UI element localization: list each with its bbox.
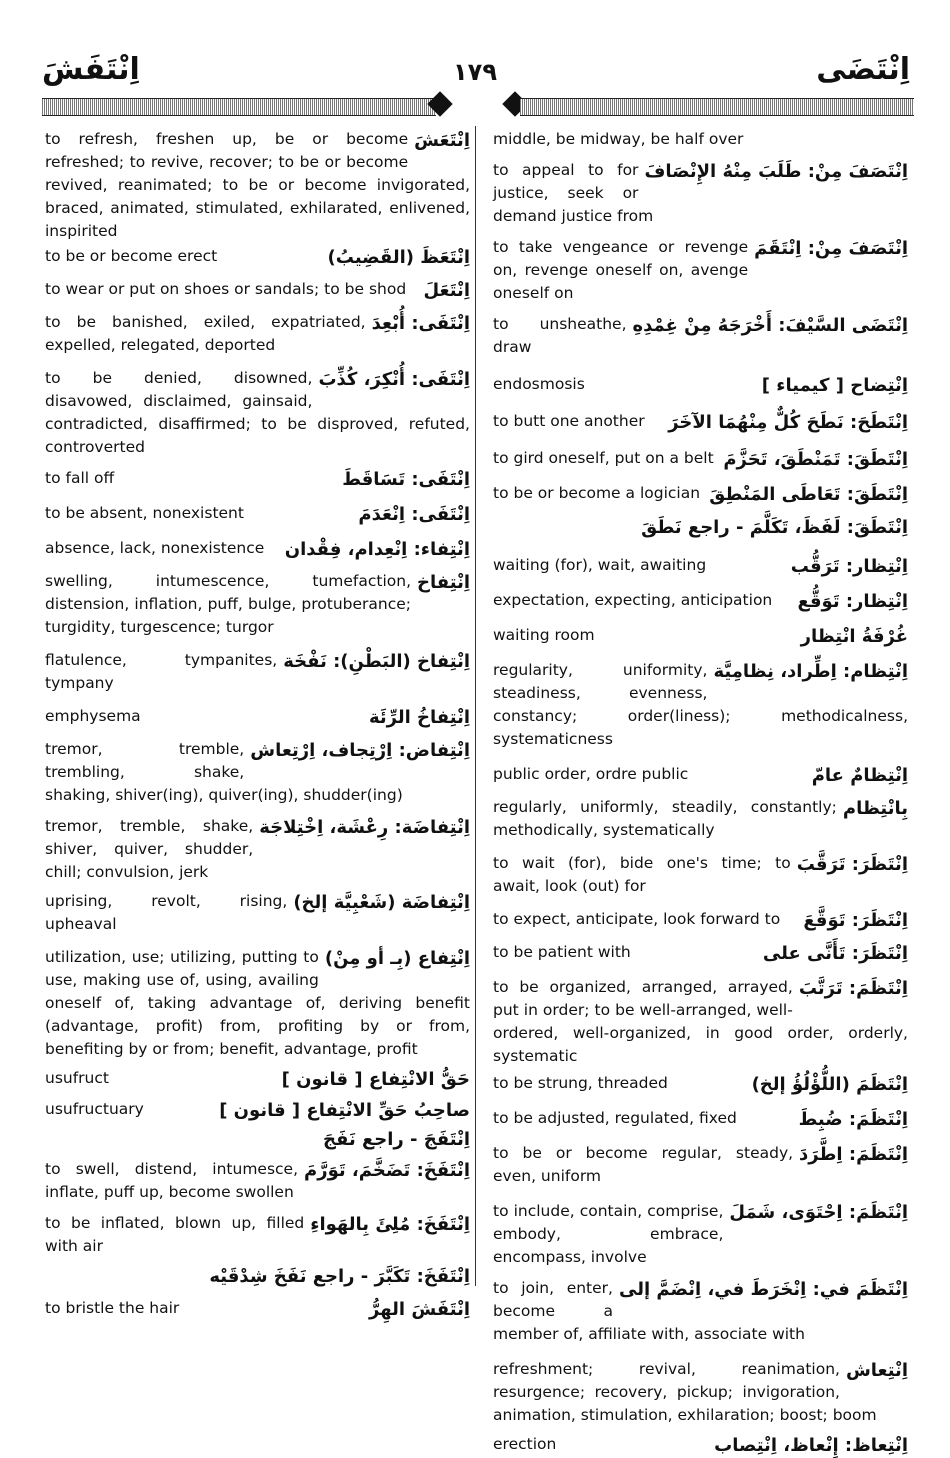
- arabic-headword: اِنْتَصَفَ مِنْ: اِنْتَقَمَ: [754, 238, 908, 259]
- english-definition: public order, ordre public: [493, 765, 689, 783]
- headword-left: اِنْتَفَشَ: [42, 52, 140, 87]
- dictionary-entry: [493, 1142, 908, 1188]
- english-definition: to be denied, disowned, disavowed, disclaimed, gainsaid, contradicted, disaffirmed; to be disproved, refuted, controverted: [45, 369, 470, 456]
- dictionary-entry: [45, 245, 470, 268]
- dictionary-entry: [45, 1212, 470, 1258]
- dictionary-entry: [493, 976, 908, 1068]
- dictionary-entry: [493, 624, 908, 647]
- dictionary-entry: [45, 311, 470, 357]
- dictionary-entry: [45, 815, 470, 884]
- header-band-left: [42, 98, 436, 116]
- dictionary-entry: [493, 515, 908, 540]
- dictionary-entry: [493, 908, 908, 931]
- arabic-headword: اِنْتَعَظَ (القَضِيبُ): [327, 247, 470, 268]
- arabic-headword: صاحِبُ حَقِّ الانْتِفاع [ قانون ]: [219, 1100, 470, 1121]
- arabic-headword: اِنْتِفاخ (البَطْنِ): نَفْخَة: [283, 651, 470, 672]
- arabic-headword: اِنْتِظار: تَرَقُّب: [790, 556, 908, 577]
- arabic-headword: اِنْتِفاخ: [417, 572, 470, 593]
- dictionary-entry: [45, 649, 470, 695]
- dictionary-entry: [493, 796, 908, 842]
- dictionary-entry: [45, 705, 470, 728]
- arabic-headword: اِنْتَظَمَ: اِحْتَوَى، شَمَلَ: [729, 1202, 908, 1223]
- dictionary-entry: [45, 946, 470, 1061]
- dictionary-entry: [493, 852, 908, 898]
- english-definition: waiting (for), wait, awaiting: [493, 556, 707, 574]
- english-definition: regularly, uniformly, steadily, constantly; methodically, systematically: [493, 798, 837, 839]
- dictionary-entry: [45, 1158, 470, 1204]
- arabic-headword: اِنْتَطَقَ: لَفَظَ، تَكَلَّمَ - راجع نَطَقَ: [641, 517, 908, 538]
- english-definition: to gird oneself, put on a belt: [493, 449, 714, 467]
- dictionary-entry: [493, 1107, 908, 1130]
- english-definition: tremor, tremble, trembling, shake, shaking, shiver(ing), quiver(ing), shudder(ing): [45, 740, 403, 804]
- arabic-headword: اِنْتَطَقَ: تَمَنْطَقَ، تَحَزَّمَ: [723, 449, 908, 470]
- english-definition: endosmosis: [493, 375, 585, 393]
- dictionary-entry: [45, 890, 470, 936]
- english-definition: to wait (for), bide one's time; to await, look (out) for: [493, 854, 791, 895]
- arabic-headword: اِنْتَطَقَ: تَعَاطَى المَنْطِقَ: [709, 484, 908, 505]
- english-definition: to be or become regular, steady, even, uniform: [493, 1144, 794, 1185]
- headword-right: اِنْتَضَى: [816, 52, 910, 87]
- english-definition: to be patient with: [493, 943, 631, 961]
- dictionary-entry: [493, 1072, 908, 1095]
- dictionary-entry: [493, 128, 908, 151]
- dictionary-entry: [493, 447, 908, 470]
- english-definition: swelling, intumescence, tumefaction, distension, inflation, puff, bulge, protuberance; turgidity, turgescence; turgor: [45, 572, 412, 636]
- dictionary-entry: [45, 278, 470, 301]
- dictionary-entry: [493, 373, 908, 396]
- english-definition: uprising, revolt, rising, upheaval: [45, 892, 288, 933]
- english-definition: to be banished, exiled, expatriated, expelled, relegated, deported: [45, 313, 366, 354]
- dictionary-entry: [493, 589, 908, 612]
- dictionary-entry: [493, 410, 908, 433]
- arabic-headword: اِنْتَفَى: تَسَاقَطَ: [342, 469, 470, 490]
- dictionary-entry: [493, 763, 908, 786]
- header-band-right: [520, 98, 914, 116]
- english-definition: to be absent, nonexistent: [45, 504, 244, 522]
- arabic-headword: اِنْتِفاض: اِرْتِجاف، اِرْتِعاش: [250, 740, 470, 761]
- english-definition: usufruct: [45, 1069, 109, 1087]
- dictionary-entry: [493, 1358, 908, 1427]
- english-definition: expectation, expecting, anticipation: [493, 591, 773, 609]
- arabic-headword: اِنْتِفاخُ الرِّئَة: [368, 707, 470, 728]
- dictionary-entry: [45, 467, 470, 490]
- arabic-headword: اِنْتِظام: اِطِّراد، نِظامِيَّة: [713, 661, 908, 682]
- column-divider: [475, 126, 476, 1286]
- english-definition: to unsheathe, draw: [493, 315, 627, 356]
- arabic-headword: اِنْتَطَحَ: نَطَحَ كُلٌّ مِنْهُمَا الآخَرَ: [668, 412, 908, 433]
- dictionary-entry: [493, 482, 908, 505]
- dictionary-entry: [45, 537, 470, 560]
- arabic-headword: اِنْتَظَرَ: تَوَقَّعَ: [803, 910, 908, 931]
- arabic-headword: اِنْتِضاح [ كيمياء ]: [761, 375, 908, 396]
- dictionary-entry: [493, 659, 908, 751]
- arabic-headword: اِنْتَظَرَ: تَأَنَّى على: [762, 943, 908, 964]
- dictionary-entry: [45, 570, 470, 639]
- arabic-headword: اِنْتَعَلَ: [423, 280, 470, 301]
- arabic-headword: اِنْتَفَخَ: مُلِئَ بِالهَواءِ: [310, 1214, 470, 1235]
- dictionary-entry: [45, 738, 470, 807]
- arabic-headword: اِنْتَعَشَ: [414, 130, 470, 151]
- arabic-headword: اِنْتَفَخَ: تَكَبَّرَ - راجع نَفَخَ شِدْقَيْه: [209, 1266, 470, 1287]
- arabic-headword: اِنْتِفاضَة: رِعْشَة، اِخْتِلاجَة: [259, 817, 470, 838]
- english-definition: to take vengeance or revenge on, revenge oneself on, avenge oneself on: [493, 238, 749, 302]
- arabic-headword: اِنْتَظَمَ في: اِنْخَرَطَ في، اِنْضَمَّ إلى: [618, 1279, 908, 1300]
- dictionary-entry: [45, 1297, 470, 1320]
- dictionary-entry: [493, 313, 908, 359]
- dictionary-entry: [493, 159, 908, 228]
- english-definition: to refresh, freshen up, be or become refreshed; to revive, recover; to be or become revived, reanimated; to be or become invigorated, braced, animated, stimulated, exhilarated, enlivened, inspirited: [45, 130, 470, 240]
- dictionary-entry: [45, 1127, 470, 1152]
- english-definition: erection: [493, 1435, 557, 1453]
- english-definition: to appeal to for justice, seek or demand justice from: [493, 161, 654, 225]
- page-number: ١٧٩: [453, 58, 497, 86]
- arabic-headword: اِنْتَظَمَ (اللُّؤْلُؤُ إلخ): [751, 1074, 908, 1095]
- page-header: [0, 0, 950, 125]
- arabic-headword: اِنْتَظَمَ: ضُبِطَ: [798, 1109, 908, 1130]
- english-definition: waiting room: [493, 626, 595, 644]
- arabic-headword: اِنْتَفَشَ الهِرُّ: [369, 1299, 470, 1320]
- english-definition: absence, lack, nonexistence: [45, 539, 265, 557]
- english-definition: to be or become a logician: [493, 484, 701, 502]
- arabic-headword: اِنْتَفَى: اِنْعَدَمَ: [358, 504, 470, 525]
- arabic-headword: اِنْتَظَمَ: اِطَّرَدَ: [799, 1144, 908, 1165]
- english-definition: to swell, distend, intumesce, inflate, puff up, become swollen: [45, 1160, 299, 1201]
- arabic-headword: اِنْتَصَفَ مِنْ: طَلَبَ مِنْهُ الإِنْصَافَ: [644, 161, 908, 182]
- dictionary-entry: [493, 1200, 908, 1269]
- arabic-headword: اِنْتَفَى: أُنْكِرَ، كُذِّبَ: [318, 369, 470, 390]
- english-definition: to be or become erect: [45, 247, 218, 265]
- english-definition: usufructuary: [45, 1100, 144, 1118]
- english-definition: to wear or put on shoes or sandals; to be shod: [45, 280, 407, 298]
- dictionary-entry: [45, 502, 470, 525]
- arabic-headword: غُرْفَةُ انْتِظار: [800, 626, 908, 647]
- english-definition: utilization, use; utilizing, putting to use, making use of, using, availing oneself of, taking advantage of, deriving benefit (advantage, profit) from, profiting by or from, benefiting by or from; benefit, advantage, profit: [45, 948, 470, 1058]
- arabic-headword: حَقُّ الانْتِفاع [ قانون ]: [281, 1069, 470, 1090]
- arabic-headword: اِنْتِفاء: اِنْعِدام، فِقْدان: [284, 539, 470, 560]
- english-definition: to fall off: [45, 469, 115, 487]
- english-definition: flatulence, tympanites, tympany: [45, 651, 278, 692]
- english-definition: to expect, anticipate, look forward to: [493, 910, 781, 928]
- dictionary-entry: [45, 1264, 470, 1289]
- english-definition: tremor, tremble, shake, shiver, quiver, shudder, chill; convulsion, jerk: [45, 817, 254, 881]
- arabic-headword: اِنْتِعاظ: إِنْعاظ، اِنْتِصاب: [714, 1435, 908, 1456]
- english-definition: to join, enter, become a member of, affiliate with, associate with: [493, 1279, 805, 1343]
- arabic-headword: اِنْتَظَمَ: تَرَتَّبَ: [798, 978, 908, 999]
- dictionary-entry: [493, 1277, 908, 1346]
- english-definition: to be organized, arranged, arrayed, put in order; to be well-arranged, well-ordered, well-organized, in good order, orderly, systematic: [493, 978, 908, 1065]
- dictionary-entry: [493, 941, 908, 964]
- english-definition: middle, be midway, be half over: [493, 130, 744, 148]
- dictionary-entry: [493, 554, 908, 577]
- dictionary-entry: [45, 367, 470, 459]
- english-definition: to be inflated, blown up, filled with air: [45, 1214, 305, 1255]
- english-definition: to bristle the hair: [45, 1299, 180, 1317]
- english-definition: to butt one another: [493, 412, 645, 430]
- english-definition: regularity, uniformity, steadiness, evenness, constancy; order(liness); methodicalness, systematicness: [493, 661, 908, 748]
- english-definition: to be strung, threaded: [493, 1074, 668, 1092]
- dictionary-entry: [493, 236, 908, 305]
- right-column: [493, 128, 908, 1458]
- english-definition: to include, contain, comprise, embody, embrace, encompass, involve: [493, 1202, 724, 1266]
- left-column: [45, 128, 470, 1322]
- english-definition: to be adjusted, regulated, fixed: [493, 1109, 737, 1127]
- arabic-headword: اِنْتَضَى السَّيْفَ: أَخْرَجَهُ مِنْ غِمْدِهِ: [632, 315, 908, 336]
- dictionary-entry: [45, 1067, 470, 1090]
- arabic-headword: اِنْتِفاع (بِـ أو مِنْ): [324, 948, 470, 969]
- arabic-headword: اِنْتِظامٌ عامّ: [811, 765, 908, 786]
- arabic-headword: اِنْتَظَرَ: تَرَقَّبَ: [796, 854, 908, 875]
- arabic-headword: اِنْتِظار: تَوَقُّع: [797, 591, 908, 612]
- arabic-headword: اِنْتَفَى: أُبْعِدَ: [371, 313, 470, 334]
- english-definition: refreshment; revival, reanimation, resurgence; recovery, pickup; invigoration, animation, stimulation, exhilaration; boost; boom: [493, 1360, 877, 1424]
- arabic-headword: اِنْتَفَجَ - راجع نَفَجَ: [323, 1129, 470, 1150]
- dictionary-entry: [45, 1098, 470, 1121]
- dictionary-entry: [493, 1433, 908, 1456]
- english-definition: emphysema: [45, 707, 141, 725]
- dictionary-entry: [45, 128, 470, 243]
- arabic-headword: اِنْتِفاضَة (شَعْبِيَّة إلخ): [293, 892, 470, 913]
- arabic-headword: بِانْتِظام: [842, 798, 908, 819]
- arabic-headword: اِنْتِعاش: [845, 1360, 908, 1381]
- arabic-headword: اِنْتَفَخَ: تَضَخَّمَ، تَوَرَّمَ: [304, 1160, 470, 1181]
